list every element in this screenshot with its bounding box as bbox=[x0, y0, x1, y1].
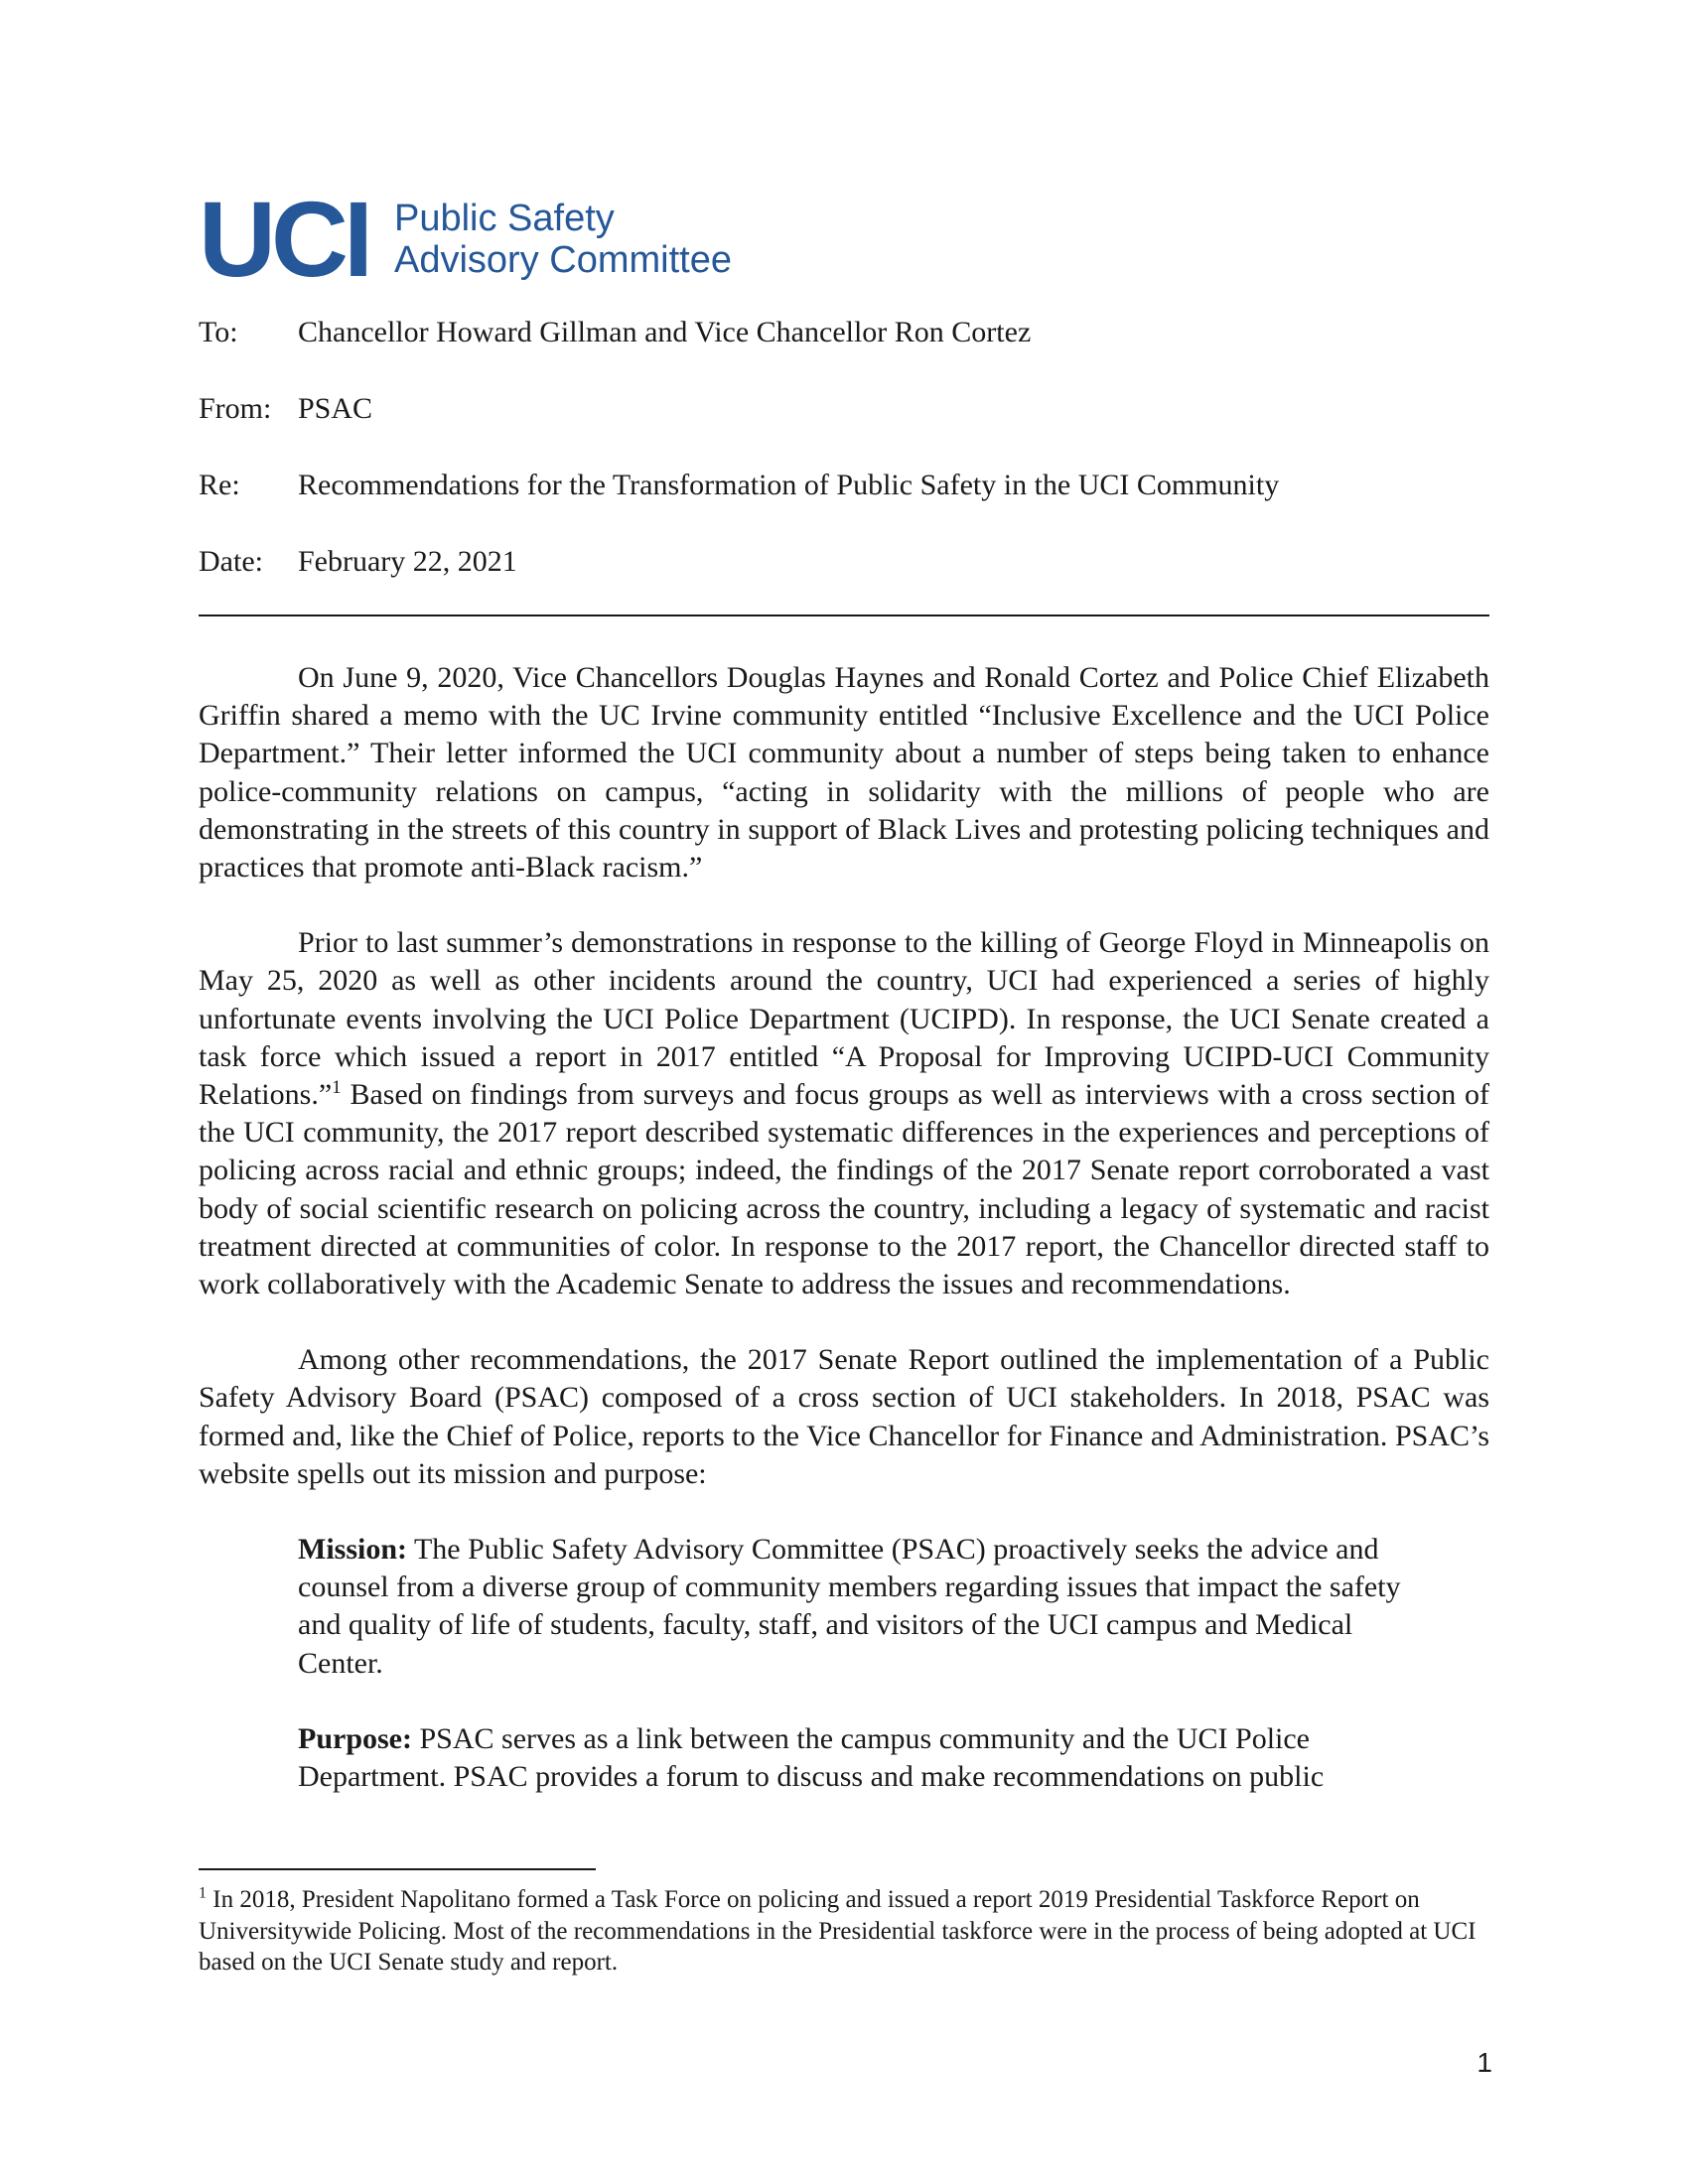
letterhead bbox=[199, 179, 732, 299]
footnote-reference: 1 bbox=[332, 1077, 342, 1099]
memo-date-row bbox=[199, 545, 1489, 621]
memo-body bbox=[199, 659, 1489, 1834]
memo-to-label: To: bbox=[199, 316, 238, 348]
committee-name-line1: Public Safety bbox=[394, 198, 615, 239]
committee-name-line2: Advisory Committee bbox=[394, 239, 732, 281]
memo-to-value: Chancellor Howard Gillman and Vice Chancellor Ron Cortez bbox=[298, 316, 1032, 348]
paragraph-1: On June 9, 2020, Vice Chancellors Douglas Haynes and Ronald Cortez and Police Chief Elizabeth Griffin shared a memo with the UC Irvine community entitled “Inclusive Excellence and the UCI Police Department.” Their letter informed the UCI community about a number of steps being taken to enhance police-community relations on campus, “acting in solidarity with the millions of people who are demonstrating in the streets of this country in support of Black Lives and protesting policing techniques and practices that promote anti-Black racism.” bbox=[199, 661, 1489, 885]
mission-label: Mission: bbox=[298, 1533, 408, 1567]
committee-name bbox=[394, 198, 732, 281]
purpose-label: Purpose: bbox=[298, 1721, 412, 1755]
memo-date-label: Date: bbox=[199, 545, 263, 578]
footnote-text: In 2018, President Napolitano formed a Task Force on policing and issued a report 2019 Presidential Taskforce Report on Universitywide Policing. Most of the recommendations in the Presidential taskforce were in the process of being adopted at UCI based on the UCI Senate study and report. bbox=[199, 1886, 1477, 1976]
memo-from-row bbox=[199, 392, 1489, 469]
purpose-block bbox=[298, 1720, 1434, 1796]
memo-to-row bbox=[199, 316, 1489, 392]
paragraph-2-part-1: Prior to last summer’s demonstrations in response to the killing of George Floyd in Minneapolis on May 25, 2020 as well as other incidents around the country, UCI had experienced a series of highly unfortunate events involving the UCI Police Department (UCIPD). In response, the UCI Senate created a task force which issued a report in 2017 entitled “A Proposal for Improving UCIPD-UCI Community Relations.” bbox=[199, 926, 1489, 1112]
footnote bbox=[199, 1884, 1489, 1979]
memo-from-value: PSAC bbox=[298, 392, 373, 425]
paragraph-2 bbox=[199, 924, 1489, 1303]
header-divider bbox=[199, 614, 1489, 616]
footnote-marker: 1 bbox=[199, 1884, 207, 1902]
footnote-divider bbox=[199, 1868, 596, 1870]
page-number: 1 bbox=[1477, 2047, 1492, 2078]
memo-from-label: From: bbox=[199, 392, 272, 425]
memo-header bbox=[199, 316, 1489, 621]
paragraph-3: Among other recommendations, the 2017 Senate Report outlined the implementation of a Public Safety Advisory Board (PSAC) composed of a cross section of UCI stakeholders. In 2018, PSAC was formed and, like the Chief of Police, reports to the Vice Chancellor for Finance and Administration. PSAC’s website spells out its mission and purpose: bbox=[199, 1343, 1489, 1490]
memo-date-value: February 22, 2021 bbox=[298, 545, 517, 578]
mission-text: The Public Safety Advisory Committee (PSAC) proactively seeks the advice and counsel from a diverse group of community members regarding issues that impact the safety and quality of life of students, faculty, staff, and visitors of the UCI campus and Medical Center. bbox=[298, 1533, 1401, 1680]
paragraph-2-part-2: Based on findings from surveys and focus groups as well as interviews with a cross section of the UCI community, the 2017 report described systematic differences in the experiences and perceptions of policing across racial and ethnic groups; indeed, the findings of the 2017 Senate report corroborated a vast body of social scientific research on policing across the country, including a legacy of systematic and racist treatment directed at communities of color. In response to the 2017 report, the Chancellor directed staff to work collaboratively with the Academic Senate to address the issues and recommendations. bbox=[199, 1078, 1489, 1301]
memo-re-value: Recommendations for the Transformation of Public Safety in the UCI Community bbox=[298, 469, 1280, 501]
memo-re-row bbox=[199, 469, 1489, 545]
purpose-text: PSAC serves as a link between the campus community and the UCI Police Department. PSAC provides a forum to discuss and make recommendations on public bbox=[298, 1721, 1325, 1794]
mission-block bbox=[298, 1531, 1434, 1683]
memo-re-label: Re: bbox=[199, 469, 240, 501]
uci-logo: UCI bbox=[199, 179, 368, 299]
